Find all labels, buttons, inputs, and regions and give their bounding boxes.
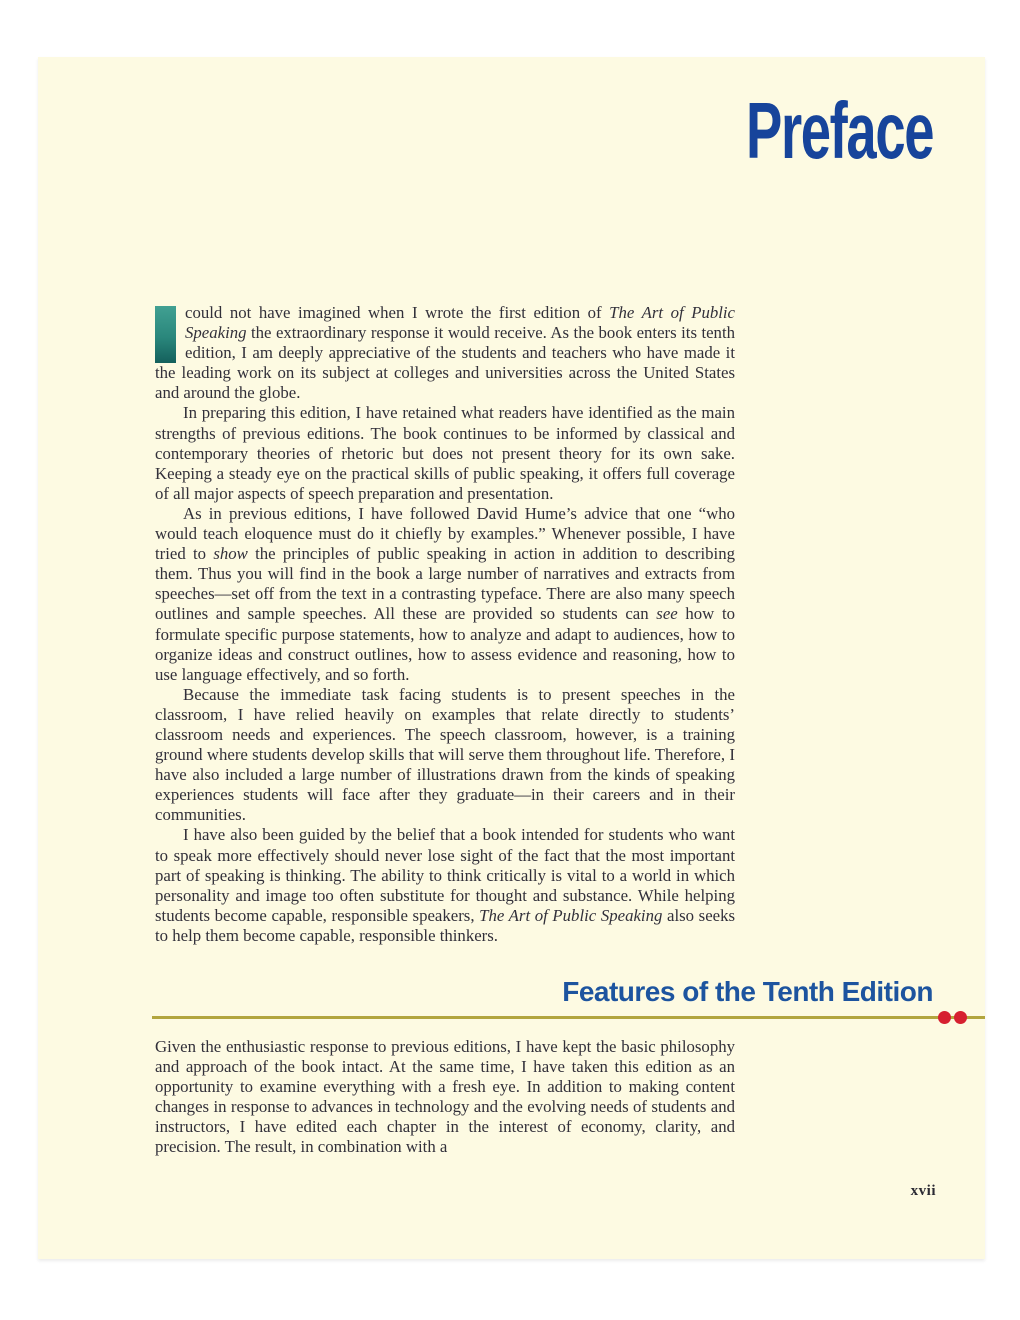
- intro-paragraph: In preparing this edition, I have retained what readers have identified as the main strengths of previous editions. The book continues to be informed by classical and contemporary theories of rhetoric but does not present theory for its own sake. Keeping a steady eye on the practical skills of public speaking, it offers full coverage of all major aspects of speech preparation and presentation.: [155, 403, 735, 503]
- intro-paragraph: [155, 303, 735, 403]
- rule-dot: [938, 1011, 951, 1024]
- page-title: Preface: [745, 86, 933, 175]
- section-paragraph: Given the enthusiastic response to previous editions, I have kept the basic philosophy and approach of the book intact. At the same time, I have taken this edition as an opportunity to examine everything with a fresh eye. In addition to making content changes in response to advances in technology and the evolving needs of students and instructors, I have edited each chapter in the interest of economy, clarity, and precision. The result, in combination with a: [155, 1037, 735, 1157]
- book-page: [38, 57, 985, 1259]
- intro-paragraph: I have also been guided by the belief that a book intended for students who want to speak more effectively should never lose sight of the fact that the most important part of speaking is thinking. The ability to think critically is vital to a world in which personality and image too often substitute for thought and substance. While helping students become capable, responsible speakers, The Art of Public Speaking also seeks to help them become capable, responsible thinkers.: [155, 825, 736, 945]
- paragraph-text: could not have imagined when I wrote the first edition of The Art of Public Speaking the extraordinary response it would receive. As the book enters its tenth edition, I am deeply appreciative of the students and teachers who have made it the leading work on its subject at colleges and universities across the United States and around the globe.: [155, 303, 735, 403]
- rule-dot: [954, 1011, 967, 1024]
- dropcap-letter-i: [155, 306, 176, 363]
- intro-paragraph: As in previous editions, I have followed David Hume’s advice that one “who would teach eloquence must do it chiefly by examples.” Whenever possible, I have tried to show the principles of public speaking in action in addition to describing them. Thus you will find in the book a large number of narratives and extracts from speeches—set off from the text in a contrasting typeface. There are also many speech outlines and sample speeches. All these are provided so students can see how to formulate specific purpose statements, how to analyze and adapt to audiences, how to organize ideas and construct outlines, how to assess evidence and reasoning, how to use language effectively, and so forth.: [155, 503, 735, 684]
- section-text-column: [155, 1037, 735, 1158]
- page-number: xvii: [910, 1183, 936, 1199]
- intro-text-column: [155, 303, 735, 946]
- section-divider-rule: [152, 1016, 985, 1019]
- section-heading: Features of the Tenth Edition: [562, 976, 933, 1007]
- intro-paragraph: Because the immediate task facing students is to present speeches in the classroom, I have relied heavily on examples that relate directly to students’ classroom needs and experiences. The speech classroom, however, is a training ground where students develop skills that will serve them throughout life. Therefore, I have also included a large number of illustrations drawn from the kinds of speaking experiences students will face after they graduate—in their careers and in their communities.: [155, 684, 735, 825]
